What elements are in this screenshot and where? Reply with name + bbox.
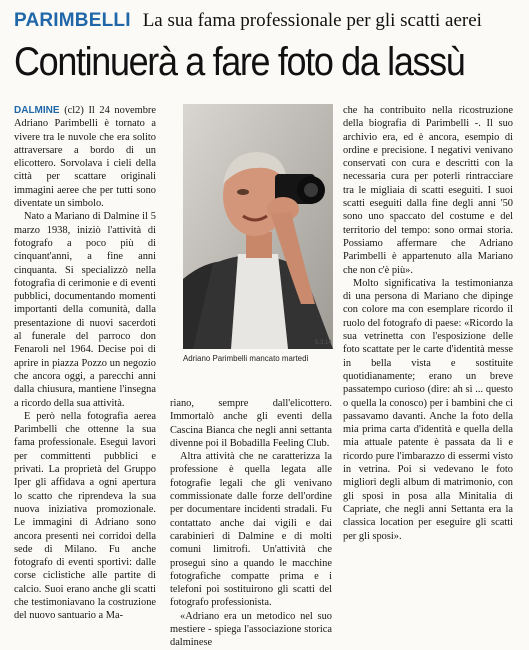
article-paragraph: che ha contribuito nella ricostruzione della biografia di Parimbelli -. Il suo archivio era, ed è ancora, esempio di ordine e precisione. I negativi venivano conservati con cura e descritti con la necessaria cura per poterli rintracciare tra le migliaia di scatti eseguiti. I suoi scatti eseguiti dalla fine degli anni '50 sono uno spaccato del costume e del territorio del tempo: sono ormai storia. Possiamo affermare che Adriano Parimbelli è appartenuto alla Mariano che non c'è più». [343,105,513,276]
svg-text:5.3.14: 5.3.14 [315,340,332,346]
kicker-label: PARIMBELLI [14,10,131,31]
article-paragraph: Nato a Mariano di Dalmine il 5 marzo 1938, iniziò l'attività di fotografo a poco più di cinquant'anni, a fine anni cinquanta. Si specializzò nella fotografia di cerimonie e di eventi pubblici, documentando momenti importanti della comunità, dalla presentazione di nuovi sacerdoti al funerale del parroco don Fenaroli nel 1964. Decise poi di aprire in piazza Pozzo un negozio che ancora oggi, a parecchi anni dalla chiusura, mantiene l'insegna a ricordo della sua attività. [14,211,156,409]
portrait-photo [183,104,333,349]
article-paragraph: riano, sempre dall'elicottero. Immortalò anche gli eventi della Cascina Bianca che negli anni settanta divenne poi il Bobadilla Feeling Club. [170,398,332,449]
article-paragraph: Molto significativa la testimonianza di una persona di Mariano che dipinge con colore ma con esemplare ricordo il ruolo del fotografo di paese: «Ricordo la sua vetrinetta con l'esposizione delle foto scattate per le carte d'identità messe in bella vista e sostituite quotidianamente; erano un breve passatempo curioso (dire: ah sì ... questo o quella la conosco) per i bambini che ci passavamo davanti. Anche la foto della mia prima carta d'identità e quella della mia attuale patente è passata da lì e ricordo pure l'imbarazzo di essermi visto in vetrina. Poi si vedevano le foto migliori degli album di matrimonio, con gli sposi in posa alla Minitalia di Capriate, che negli anni Settanta era la classica location per eseguire gli scatti per gli sposi». [343,277,513,542]
article-paragraph: E però nella fotografia aerea Parimbelli che ottenne la sua fama professionale. Eseguì lavori per committenti pubblici e privati. La proprietà del Gruppo Iper gli affidava a ogni apertura lo scatto che riprendeva la sua nuova iniziativa promozionale. Le immagini di Adriano sono ancora presenti nei corridoi della sede di Milano. Fu anche fotografo di eventi sportivi: dalle corse ciclistiche alle partite di calcio. Suoi erano anche gli scatti che testimoniavano la costruzione del nuovo santuario a Ma- [14,410,156,622]
article-paragraph: «Adriano era un metodico nel suo mestiere - spiega l'associazione storica dalminese [170,610,332,649]
kicker-line [14,10,482,34]
photo-caption: Adriano Parimbelli mancato martedì [183,353,309,363]
byline: (cl2) [64,105,84,116]
dateline: DALMINE [14,105,60,116]
article-paragraph: Altra attività che ne caratterizza la professione è quella legata alle fotografie legali che gli venivano commissionate dalle forze dell'ordine per documentare incidenti stradali. Fu contattato anche dai vigili e dai carabinieri di Dalmine e di molti comuni limitrofi. Un'attività che proseguì sino a quando le macchine fotografiche compatte prima e i telefoni poi sostituirono gli scatti del fotografo professionista. [170,451,332,609]
headline: Continuerà a fare foto da lassù [14,40,465,84]
article-column-1 [14,104,156,623]
article-column-3 [343,104,513,543]
kicker-subtitle: La sua fama professionale per gli scatti aerei [142,10,482,31]
article-paragraph: Il 24 novembre Adriano Parimbelli è tornato a vivere tra le nuvole che era solito attraversare a bordo di un elicottero. Sorvolava i cieli della città per scattare originali immagini aeree che per tutti sono diventate un simbolo. [14,105,156,210]
photographer-portrait-image [183,104,333,349]
article-lead-paragraph [14,104,156,210]
article-column-2 [170,397,332,650]
